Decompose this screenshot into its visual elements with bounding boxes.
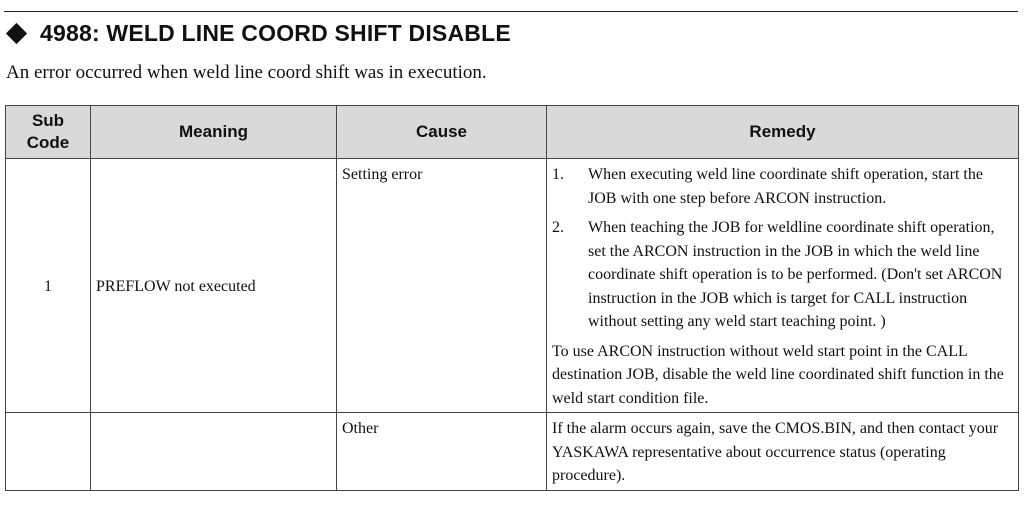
step-number: 2. — [552, 219, 564, 236]
alarm-description: An error occurred when weld line coord shift was in execution. — [6, 62, 487, 83]
header-remedy: Remedy — [547, 106, 1019, 159]
step-text: When teaching the JOB for weldline coordinate shift operation, set the ARCON instruction in the JOB in which the weld line coordinate shift operation is to be performed. (Don't set ARCON instruction in the JOB which is target for CALL instruction without setting any weld start teaching point. ) — [588, 219, 1003, 330]
table-row — [6, 159, 1019, 413]
sub-code-cell — [6, 413, 91, 491]
step-number: 1. — [552, 166, 564, 183]
meaning-cell — [91, 413, 337, 491]
alarm-heading — [6, 15, 511, 51]
header-meaning: Meaning — [91, 106, 337, 159]
remedy-step — [552, 216, 1013, 334]
remedy-cell: If the alarm occurs again, save the CMOS.BIN, and then contact your YASKAWA representative about occurrence status (operating procedure). — [547, 413, 1019, 491]
step-text: When executing weld line coordinate shift operation, start the JOB with one step before ARCON instruction. — [588, 166, 983, 207]
header-sub-code-line1: Sub — [31, 111, 65, 130]
remedy-note: To use ARCON instruction without weld start point in the CALL destination JOB, disable the weld line coordinated shift function in the weld start condition file. — [552, 342, 1004, 407]
sub-code-cell: 1 — [6, 159, 91, 413]
meaning-cell: PREFLOW not executed — [91, 159, 337, 413]
cause-cell: Other — [337, 413, 547, 491]
top-rule — [4, 11, 1018, 12]
remedy-cell — [547, 159, 1019, 413]
diamond-bullet-icon — [6, 22, 27, 43]
header-sub-code-line2: Code — [26, 133, 70, 152]
table-header-row — [6, 106, 1019, 159]
header-cause: Cause — [337, 106, 547, 159]
remedy-step — [552, 163, 1013, 210]
alarm-title: 4988: WELD LINE COORD SHIFT DISABLE — [40, 19, 511, 46]
alarm-table — [5, 105, 1019, 491]
cause-cell: Setting error — [337, 159, 547, 413]
header-sub-code — [6, 106, 91, 159]
table-row — [6, 413, 1019, 491]
